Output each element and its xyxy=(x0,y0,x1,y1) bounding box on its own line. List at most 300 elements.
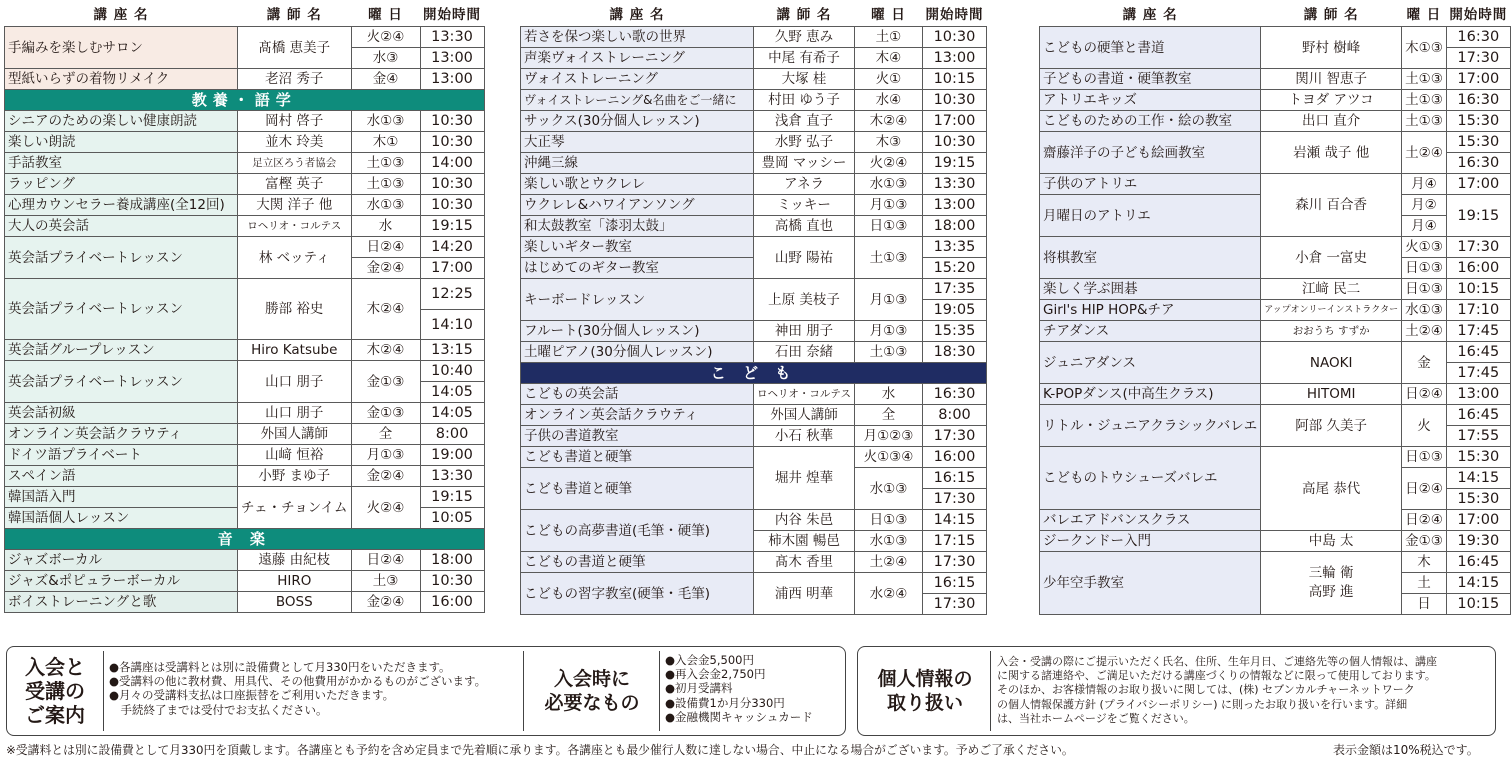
start-time: 17:00 xyxy=(1446,69,1510,90)
instructor-name: 石田 奈緒 xyxy=(754,342,855,363)
table-row xyxy=(521,27,987,48)
table-row xyxy=(5,237,485,258)
table-row xyxy=(521,69,987,90)
table-row xyxy=(521,468,987,489)
table-row xyxy=(521,48,987,69)
instructor-name: 林 ベッティ xyxy=(238,237,352,279)
course-name: ラッピング xyxy=(5,174,238,195)
day: 土②④ xyxy=(1402,321,1447,342)
start-time: 19:15 xyxy=(922,153,986,174)
instructor-name: おおうち すずか xyxy=(1261,321,1402,342)
table-row xyxy=(1040,447,1511,468)
day: 土①③ xyxy=(1402,69,1447,90)
instructor-name: 浅倉 直子 xyxy=(754,111,855,132)
day: 月①②③ xyxy=(854,426,922,447)
item-line: ●入会金5,500円 xyxy=(665,653,754,667)
instructor-name: 関川 智恵子 xyxy=(1261,69,1402,90)
table-row xyxy=(5,195,485,216)
course-name: 楽しいギター教室 xyxy=(521,237,754,258)
start-time: 16:00 xyxy=(420,592,484,613)
start-time: 16:30 xyxy=(922,384,986,405)
day: 金 xyxy=(1402,342,1447,384)
divider xyxy=(103,651,104,731)
start-time: 10:15 xyxy=(1446,594,1510,615)
note-line: 手続終了までは受付でお支払ください。 xyxy=(109,702,328,717)
footer-note: ※受講料とは別に設備費として月330円を頂戴します。各講座とも予約を含め定員まで先着順に承ります。各講座とも最少催行人数に達しない場合、中止になる場合がございます。予めご了承ください。 xyxy=(6,743,1074,757)
instructor-name: 森川 百合香 xyxy=(1261,174,1402,237)
privacy-title xyxy=(864,667,986,715)
table-row xyxy=(5,466,485,487)
instructor-name: Hiro Katsube xyxy=(238,340,352,361)
instructor-name: 内谷 朱邑 xyxy=(754,510,855,531)
day: 火①③ xyxy=(1402,237,1447,258)
day: 土③ xyxy=(351,571,420,592)
schedule-column-2 xyxy=(520,4,987,615)
course-name: こどもの硬筆と書道 xyxy=(1040,27,1261,69)
instructor-name: 村田 ゆう子 xyxy=(754,90,855,111)
start-time: 17:45 xyxy=(1446,363,1510,384)
start-time: 17:30 xyxy=(922,489,986,510)
start-time: 16:30 xyxy=(1446,90,1510,111)
instructor-name: 中島 太 xyxy=(1261,531,1402,552)
day: 金②④ xyxy=(351,466,420,487)
start-time: 15:30 xyxy=(1446,489,1510,510)
instructor-name: トヨダ アツコ xyxy=(1261,90,1402,111)
instructor-name: 中尾 有希子 xyxy=(754,48,855,69)
course-name: こどもの習字教室(硬筆・毛筆) xyxy=(521,573,754,615)
course-name: 大正琴 xyxy=(521,132,754,153)
day: 土① xyxy=(854,27,922,48)
course-name: 韓国語個人レッスン xyxy=(5,508,238,529)
course-name: こどもの高夢書道(毛筆・硬筆) xyxy=(521,510,754,552)
table-row xyxy=(5,487,485,508)
start-time: 17:30 xyxy=(922,552,986,573)
instructor-name: 江﨑 民二 xyxy=(1261,279,1402,300)
section-title: 音 楽 xyxy=(5,529,485,550)
course-name: 和太鼓教室「漆羽太鼓」 xyxy=(521,216,754,237)
start-time: 13:00 xyxy=(420,48,484,69)
start-time: 17:30 xyxy=(1446,237,1510,258)
instructor-name: 高野 進 xyxy=(1308,584,1354,600)
course-name: ボイストレーニングと歌 xyxy=(5,592,238,613)
start-time: 10:40 xyxy=(420,361,484,382)
day: 全 xyxy=(854,405,922,426)
privacy-line: は、当社ホームページをご覧ください。 xyxy=(997,711,1195,725)
instructor-name: 小野 まゆ子 xyxy=(238,466,352,487)
course-name: ジュニアダンス xyxy=(1040,342,1261,384)
course-name: 楽しい歌とウクレレ xyxy=(521,174,754,195)
table-row xyxy=(1040,132,1511,153)
table-row xyxy=(1040,405,1511,426)
course-name: 子どもの書道・硬筆教室 xyxy=(1040,69,1261,90)
instructor-name: 小石 秋華 xyxy=(754,426,855,447)
start-time: 17:30 xyxy=(922,426,986,447)
start-time: 16:45 xyxy=(1446,552,1510,573)
instructor-cell xyxy=(1261,552,1402,615)
table-row xyxy=(5,592,485,613)
instructor-name: 岡村 啓子 xyxy=(238,111,352,132)
item-line: ●再入会金2,750円 xyxy=(665,667,766,682)
membership-info-box xyxy=(6,646,846,736)
course-name: ヴォイストレーニング&名曲をご一緒に xyxy=(521,90,754,111)
start-time: 17:00 xyxy=(1446,510,1510,531)
table-row xyxy=(1040,552,1511,573)
schedule-table-3 xyxy=(1039,4,1511,615)
start-time: 10:05 xyxy=(420,508,484,529)
course-name: 子供のアトリエ xyxy=(1040,174,1261,195)
instructor-name: 髙木 香里 xyxy=(754,552,855,573)
course-name: 楽しい朗読 xyxy=(5,132,238,153)
day: 土①③ xyxy=(854,342,922,363)
start-time: 16:30 xyxy=(1446,27,1510,48)
header-course: 講 座 名 xyxy=(609,7,665,23)
day: 金①③ xyxy=(351,361,420,403)
day: 水④ xyxy=(854,90,922,111)
table-header xyxy=(1040,4,1511,27)
course-name: 英会話初級 xyxy=(5,403,238,424)
start-time: 13:30 xyxy=(420,466,484,487)
schedule-column-1 xyxy=(4,4,485,613)
day: 水②④ xyxy=(854,573,922,615)
course-name: こども書道と硬筆 xyxy=(521,468,754,510)
table-row xyxy=(521,426,987,447)
day: 木②④ xyxy=(351,279,420,340)
start-time: 19:30 xyxy=(1446,531,1510,552)
course-name: 心理カウンセラー養成講座(全12回) xyxy=(5,195,238,216)
day: 月①③ xyxy=(351,445,420,466)
instructor-name: HIRO xyxy=(238,571,352,592)
header-instructor: 講 師 名 xyxy=(776,7,832,23)
day: 火①③④ xyxy=(854,447,922,468)
day: 日②④ xyxy=(1402,510,1447,531)
instructor-name: 山野 陽祐 xyxy=(754,237,855,279)
day: 水①③ xyxy=(351,195,420,216)
course-name: 英会話グループレッスン xyxy=(5,340,238,361)
day: 水①③ xyxy=(854,174,922,195)
course-name: こどもの英会話 xyxy=(521,384,754,405)
start-time: 14:15 xyxy=(1446,468,1510,489)
day: 月①③ xyxy=(854,321,922,342)
instructor-name: 並木 玲美 xyxy=(238,132,352,153)
course-name: ドイツ語プライベート xyxy=(5,445,238,466)
membership-notes xyxy=(109,660,486,717)
day: 土②④ xyxy=(1402,132,1447,174)
day: 日①③ xyxy=(1402,279,1447,300)
item-line: ●初月受講料 xyxy=(665,681,733,696)
day: 水③ xyxy=(351,48,420,69)
instructor-name: 富樫 英子 xyxy=(238,174,352,195)
divider xyxy=(523,651,524,731)
instructor-name: BOSS xyxy=(238,592,352,613)
course-name: スペイン語 xyxy=(5,466,238,487)
day: 土①③ xyxy=(854,237,922,279)
start-time: 13:15 xyxy=(420,340,484,361)
instructor-name: アップオンリーインストラクター xyxy=(1261,300,1402,321)
instructor-name: 柿木園 暢邑 xyxy=(754,531,855,552)
start-time: 14:15 xyxy=(1446,573,1510,594)
table-row xyxy=(1040,90,1511,111)
table-row xyxy=(521,552,987,573)
header-start: 開始時間 xyxy=(423,7,482,23)
day: 月①③ xyxy=(854,279,922,321)
table-row xyxy=(521,237,987,258)
table-row xyxy=(521,321,987,342)
table-row xyxy=(1040,27,1511,48)
privacy-line: 入会・受講の際にご提示いただく氏名、住所、生年月日、ご連絡先等の個人情報は、講座 xyxy=(997,655,1437,668)
section-title: 教養・語学 xyxy=(5,90,485,111)
item-line: ●設備費1か月分330円 xyxy=(665,695,785,710)
course-name: ヴォイストレーニング xyxy=(521,69,754,90)
title-line: 必要なもの xyxy=(544,692,640,714)
header-day: 曜 日 xyxy=(871,7,906,23)
table-row xyxy=(1040,531,1511,552)
table-row xyxy=(1040,69,1511,90)
day: 日①③ xyxy=(854,510,922,531)
table-row xyxy=(5,111,485,132)
start-time: 16:30 xyxy=(1446,153,1510,174)
instructor-name: チェ・チョンイム xyxy=(238,487,352,529)
day: 金①③ xyxy=(1402,531,1447,552)
day: 火②④ xyxy=(351,27,420,48)
day: 土①③ xyxy=(1402,90,1447,111)
day: 木① xyxy=(351,132,420,153)
start-time: 15:20 xyxy=(922,258,986,279)
instructor-name: 山﨑 恒裕 xyxy=(238,445,352,466)
day: 日②④ xyxy=(351,237,420,258)
course-name: 英会話プライベートレッスン xyxy=(5,237,238,279)
day: 月④ xyxy=(1402,174,1447,195)
course-name: バレエアドバンスクラス xyxy=(1040,510,1261,531)
divider xyxy=(659,651,660,731)
note-line: ●各講座は受講料とは別に設備費として月330円をいただきます。 xyxy=(109,660,451,674)
start-time: 13:00 xyxy=(1446,384,1510,405)
title-line: 入会と xyxy=(25,655,85,679)
start-time: 19:15 xyxy=(420,487,484,508)
instructor-name: ロヘリオ・コルテス xyxy=(754,384,855,405)
header-course: 講 座 名 xyxy=(1122,7,1178,23)
instructor-name: 三輪 衛 xyxy=(1308,565,1354,581)
note-line: ●受講料の他に教材費、用具代、その他費用がかかるものがございます。 xyxy=(109,674,487,689)
day: 土①③ xyxy=(351,174,420,195)
title-line: ご案内 xyxy=(25,703,85,727)
start-time: 15:35 xyxy=(922,321,986,342)
start-time: 15:30 xyxy=(1446,447,1510,468)
start-time: 13:00 xyxy=(922,48,986,69)
day: 日 xyxy=(1402,594,1447,615)
header-start: 開始時間 xyxy=(925,7,984,23)
note-line: ●月々の受講料支払は口座振替をご利用いただきます。 xyxy=(109,688,395,703)
course-name: 少年空手教室 xyxy=(1040,552,1261,615)
start-time: 13:30 xyxy=(420,27,484,48)
title-line: 個人情報の xyxy=(877,668,973,690)
day: 水①③ xyxy=(854,531,922,552)
start-time: 19:00 xyxy=(420,445,484,466)
instructor-name: 神田 朋子 xyxy=(754,321,855,342)
day: 全 xyxy=(351,424,420,445)
course-name: 手編みを楽しむサロン xyxy=(5,27,238,69)
table-row xyxy=(5,27,485,48)
header-course: 講 座 名 xyxy=(93,7,149,23)
schedule-table-1 xyxy=(4,4,485,613)
day: 土①③ xyxy=(1402,111,1447,132)
instructor-name: 堀井 煌華 xyxy=(754,447,855,510)
course-name: オンライン英会話クラウティ xyxy=(5,424,238,445)
table-row xyxy=(5,445,485,466)
required-items-title xyxy=(527,667,657,715)
table-row xyxy=(1040,237,1511,258)
title-line: 受講の xyxy=(25,679,85,703)
day: 水 xyxy=(351,216,420,237)
table-row xyxy=(521,279,987,300)
instructor-name: 勝部 裕史 xyxy=(238,279,352,340)
course-name: オンライン英会話クラウティ xyxy=(521,405,754,426)
course-name: 若さを保つ楽しい歌の世界 xyxy=(521,27,754,48)
start-time: 19:15 xyxy=(420,216,484,237)
table-row xyxy=(521,447,987,468)
day: 金①③ xyxy=(351,403,420,424)
start-time: 16:15 xyxy=(922,468,986,489)
day: 火① xyxy=(854,69,922,90)
privacy-info-box xyxy=(857,646,1496,736)
divider xyxy=(990,651,991,731)
start-time: 14:00 xyxy=(420,153,484,174)
instructor-name: 山口 朋子 xyxy=(238,361,352,403)
instructor-name: 外国人講師 xyxy=(754,405,855,426)
table-row xyxy=(521,405,987,426)
table-row xyxy=(5,403,485,424)
table-row xyxy=(1040,321,1511,342)
membership-title xyxy=(11,655,99,727)
instructor-name: 高橋 直也 xyxy=(754,216,855,237)
instructor-name: HITOMI xyxy=(1261,384,1402,405)
day: 月①③ xyxy=(854,195,922,216)
start-time: 17:15 xyxy=(922,531,986,552)
day: 木③ xyxy=(854,132,922,153)
privacy-line: の個人情報保護方針 (プライバシーポリシー) に則ったお取り扱いを行います。詳細 xyxy=(997,697,1408,711)
start-time: 17:00 xyxy=(922,111,986,132)
instructor-name: 野村 樹峰 xyxy=(1261,27,1402,69)
start-time: 16:45 xyxy=(1446,342,1510,363)
course-name: こどもの書道と硬筆 xyxy=(521,552,754,573)
start-time: 12:25 xyxy=(420,279,484,310)
table-row xyxy=(5,279,485,310)
start-time: 17:30 xyxy=(1446,48,1510,69)
start-time: 18:00 xyxy=(420,550,484,571)
title-line: 取り扱い xyxy=(886,692,963,714)
day: 金④ xyxy=(351,69,420,90)
table-row xyxy=(521,132,987,153)
start-time: 16:15 xyxy=(922,573,986,594)
day: 木②④ xyxy=(351,340,420,361)
start-time: 17:45 xyxy=(1446,321,1510,342)
course-name: Girl's HIP HOP&チア xyxy=(1040,300,1261,321)
header-start: 開始時間 xyxy=(1449,7,1508,23)
course-name: ウクレレ&ハワイアンソング xyxy=(521,195,754,216)
schedule-column-3 xyxy=(1039,4,1511,615)
table-row xyxy=(1040,342,1511,363)
course-name: 英会話プライベートレッスン xyxy=(5,361,238,403)
course-name: こどものトウシューズバレエ xyxy=(1040,447,1261,510)
table-row xyxy=(521,342,987,363)
instructor-name: 浦西 明華 xyxy=(754,573,855,615)
instructor-name: 阿部 久美子 xyxy=(1261,405,1402,447)
course-name: 月曜日のアトリエ xyxy=(1040,195,1261,237)
instructor-name: 山口 朋子 xyxy=(238,403,352,424)
table-row xyxy=(1040,384,1511,405)
course-name: 手話教室 xyxy=(5,153,238,174)
start-time: 16:00 xyxy=(1446,258,1510,279)
instructor-name: 足立区ろう者協会 xyxy=(238,153,352,174)
start-time: 10:30 xyxy=(420,195,484,216)
instructor-name: ミッキー xyxy=(754,195,855,216)
day: 月② xyxy=(1402,195,1447,216)
start-time: 13:30 xyxy=(922,174,986,195)
course-name: 型紙いらずの着物リメイク xyxy=(5,69,238,90)
start-time: 17:30 xyxy=(922,594,986,615)
table-header xyxy=(5,4,485,27)
start-time: 18:00 xyxy=(922,216,986,237)
instructor-name: ロヘリオ・コルテス xyxy=(238,216,352,237)
start-time: 17:35 xyxy=(922,279,986,300)
day: 水①③ xyxy=(1402,300,1447,321)
start-time: 10:30 xyxy=(922,27,986,48)
start-time: 10:30 xyxy=(922,90,986,111)
start-time: 8:00 xyxy=(420,424,484,445)
instructor-name: 豊岡 マッシー xyxy=(754,153,855,174)
course-name: はじめてのギター教室 xyxy=(521,258,754,279)
course-name: こども書道と硬筆 xyxy=(521,447,754,468)
table-row xyxy=(521,153,987,174)
day: 火②④ xyxy=(351,487,420,529)
course-name: シニアのための楽しい健康朗読 xyxy=(5,111,238,132)
day: 日①③ xyxy=(1402,258,1447,279)
instructor-name: 高尾 恭代 xyxy=(1261,447,1402,531)
day: 日②④ xyxy=(1402,468,1447,510)
course-name: 齋藤洋子の子ども絵画教室 xyxy=(1040,132,1261,174)
day: 水 xyxy=(854,384,922,405)
course-name: 将棋教室 xyxy=(1040,237,1261,279)
start-time: 14:05 xyxy=(420,382,484,403)
table-row xyxy=(521,174,987,195)
table-row xyxy=(521,573,987,594)
start-time: 17:00 xyxy=(1446,174,1510,195)
course-name: 声楽ヴォイストレーニング xyxy=(521,48,754,69)
course-name: ジャズボーカル xyxy=(5,550,238,571)
instructor-name: 大塚 桂 xyxy=(754,69,855,90)
instructor-name: アネラ xyxy=(754,174,855,195)
instructor-name: 大関 洋子 他 xyxy=(238,195,352,216)
start-time: 13:35 xyxy=(922,237,986,258)
instructor-name: 外国人講師 xyxy=(238,424,352,445)
privacy-line: に関する諸連絡や、ご満足いただける講座づくりの情報などに限って使用しております。 xyxy=(997,669,1436,683)
day: 水①③ xyxy=(854,468,922,510)
table-row xyxy=(5,361,485,382)
day: 木④ xyxy=(854,48,922,69)
day: 木①③ xyxy=(1402,27,1447,69)
course-name: 大人の英会話 xyxy=(5,216,238,237)
instructor-name: 出口 直介 xyxy=(1261,111,1402,132)
start-time: 13:00 xyxy=(420,69,484,90)
table-row xyxy=(5,550,485,571)
start-time: 15:30 xyxy=(1446,132,1510,153)
day: 火 xyxy=(1402,405,1447,447)
table-row xyxy=(5,132,485,153)
table-row xyxy=(521,195,987,216)
day: 日②④ xyxy=(1402,384,1447,405)
course-name: K-POPダンス(中高生クラス) xyxy=(1040,384,1261,405)
start-time: 19:15 xyxy=(1446,195,1510,237)
table-row xyxy=(521,510,987,531)
